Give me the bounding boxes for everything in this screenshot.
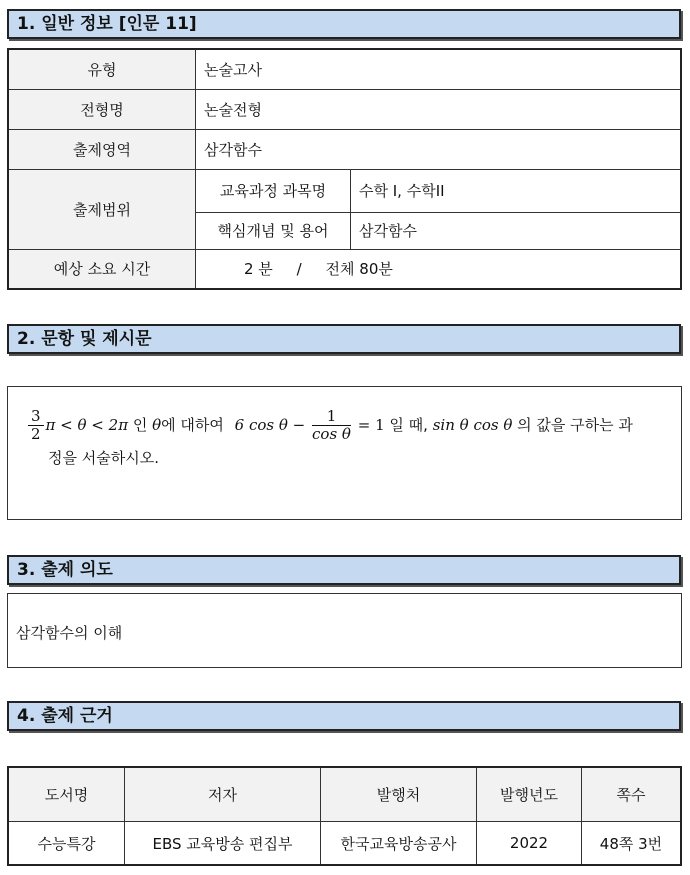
ref-header-year: 발행년도 — [477, 767, 582, 822]
section-heading-problem: 2. 문항 및 제시문 — [7, 324, 681, 354]
text-about: 에 대하여 — [161, 416, 224, 434]
frac1-numerator: 3 — [28, 408, 44, 426]
track-label: 전형명 — [8, 89, 196, 129]
inequality: π < θ < 2π — [45, 416, 129, 434]
ref-author: EBS 교육방송 편집부 — [125, 822, 321, 866]
section-heading-reference: 4. 출제 근거 — [7, 701, 681, 731]
type-label: 유형 — [8, 49, 196, 89]
frac2-numerator: 1 — [312, 408, 351, 426]
ref-header-page: 쪽수 — [582, 767, 682, 822]
frac1-denominator: 2 — [31, 425, 41, 443]
reference-table — [7, 766, 682, 866]
general-info-table — [7, 48, 682, 290]
text-when: 일 때, — [389, 416, 428, 434]
course-label: 교육과정 과목명 — [196, 169, 351, 212]
concept-value: 삼각함수 — [351, 212, 682, 249]
fraction-one-over-cos — [312, 408, 351, 443]
ref-title: 수능특강 — [8, 822, 125, 866]
section-heading-general-info: 1. 일반 정보 [인문 11] — [7, 9, 681, 39]
equals-one: = 1 — [357, 416, 385, 434]
ref-header-author: 저자 — [125, 767, 321, 822]
time-value: 2 분 / 전체 80분 — [196, 249, 682, 289]
ref-header-title: 도서명 — [8, 767, 125, 822]
area-label: 출제영역 — [8, 129, 196, 169]
text-in: 인 — [132, 416, 148, 434]
course-value: 수학 I, 수학II — [351, 169, 682, 212]
track-value: 논술전형 — [196, 89, 682, 129]
problem-box — [7, 386, 682, 520]
scope-label: 출제범위 — [8, 169, 196, 249]
ref-publisher: 한국교육방송공사 — [321, 822, 477, 866]
fraction-three-halves — [28, 408, 44, 443]
type-value: 논술고사 — [196, 49, 682, 89]
ref-year: 2022 — [477, 822, 582, 866]
ref-page: 48쪽 3번 — [582, 822, 682, 866]
text-find-value: 의 값을 구하는 과 — [517, 416, 633, 434]
time-label: 예상 소요 시간 — [8, 249, 196, 289]
section-heading-intent: 3. 출제 의도 — [7, 555, 681, 585]
theta-symbol: θ — [152, 416, 162, 434]
frac2-denominator: cos θ — [312, 425, 351, 443]
problem-line-2: 정을 서술하시오. — [48, 449, 159, 467]
area-value: 삼각함수 — [196, 129, 682, 169]
expression-sincos: sin θ cos θ — [432, 416, 513, 434]
problem-line-1 — [26, 405, 673, 445]
ref-header-publisher: 발행처 — [321, 767, 477, 822]
expression-6cos: 6 cos θ − — [234, 416, 306, 434]
concept-label: 핵심개념 및 용어 — [196, 212, 351, 249]
intent-box: 삼각함수의 이해 — [7, 593, 682, 668]
